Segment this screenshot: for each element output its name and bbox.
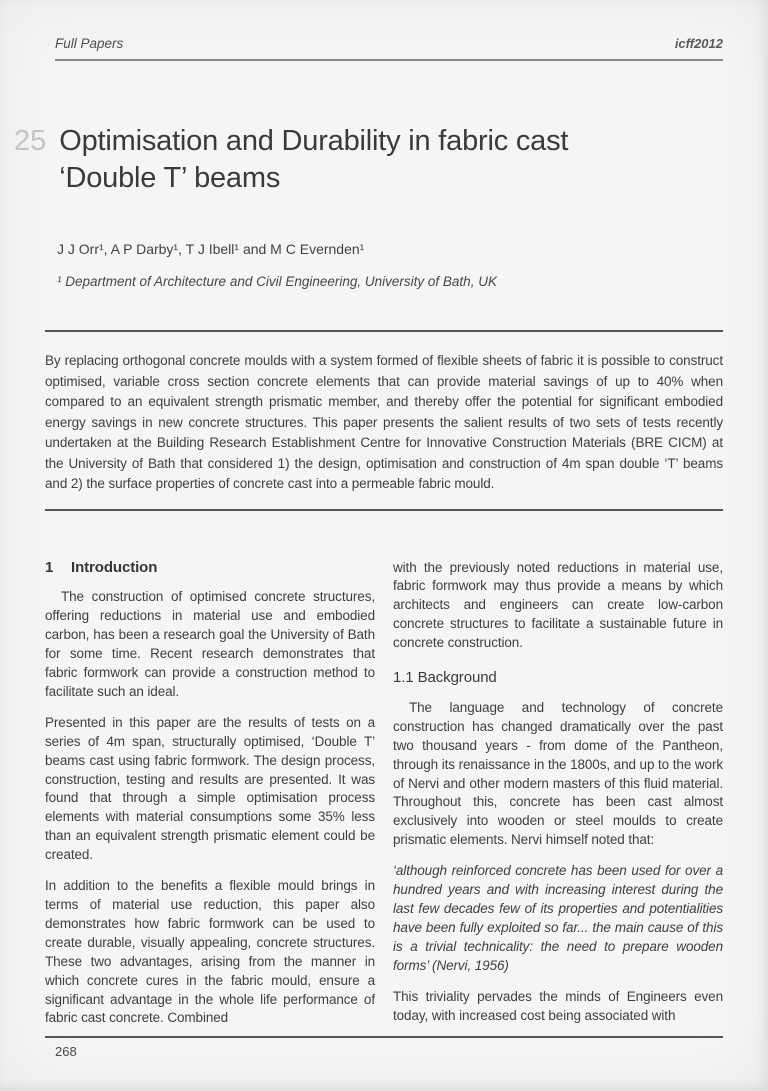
section-heading-background: 1.1 Background	[393, 669, 497, 687]
page-title-line1: Optimisation and Durability in fabric cast	[59, 125, 569, 157]
content-columns	[45, 559, 723, 1041]
article-number: 25	[14, 125, 47, 157]
background-paragraph: The language and technology of concrete construction has changed dramatically over the past two thousand years - from dome of the Pantheon, through its renaissance in the 1800s, and up to the work of Nervi and other modern masters of this fluid material. Throughout this, concrete has been cast almost exclusively into wooden or steel moulds to create prismatic elements. Nervi himself noted that:	[393, 699, 723, 848]
page-header	[55, 36, 723, 61]
intro-paragraph-3: In addition to the benefits a flexible mould brings in terms of material use reduction, this paper also demonstrates how fabric formwork can be used to create durable, visually appealing, concrete structures. These two advantages, arising from the manner in which concrete cures in the fabric mould, ensure a significant advantage in the whole life performance of fabric cast concrete. Combined	[45, 878, 375, 1026]
page-footer	[45, 1036, 723, 1059]
continuation-paragraph: with the previously noted reductions in material use, fabric formwork may thus provide a means by which architects and engineers can create low-carbon concrete structures to facilitate a sustainable future in concrete construction.	[393, 559, 723, 651]
divider-rule-bottom	[45, 509, 723, 511]
intro-paragraph-2: Presented in this paper are the results of tests on a series of 4m span, structurally optimised, ‘Double T’ beams cast using fabric formwork. The design process, construction, testing and results are presented. It was found that through a simple optimisation process elements with material consumptions some 35% less than an equivalent strength prismatic element could be created.	[45, 714, 375, 863]
intro-paragraph-1: The construction of optimised concrete structures, offering reductions in material use and embodied carbon, has been a research goal the University of Bath for some time. Recent research demonstrates that fabric formwork can provide a construction method to facilitate such an ideal.	[45, 589, 375, 699]
abstract-paragraph: By replacing orthogonal concrete moulds with a system formed of flexible sheets of fabric it is possible to construct optimised, variable cross section concrete elements that can provide material savings of up to 40% when compared to an equivalent strength prismatic member, and thereby offer the potential for significant embodied energy savings in new concrete structures. This paper presents the salient results of two sets of tests recently undertaken at the Building Research Establishment Centre for Innovative Construction Materials (BRE CICM) at the University of Bath that considered 1) the design, optimisation and construction of 4m span double ‘T’ beams and 2) the surface properties of concrete cast into a permeable fabric mould.	[45, 353, 723, 491]
header-conference-label: icff2012	[674, 36, 723, 51]
page-title-line2: ‘Double T’ beams	[59, 162, 281, 194]
nervi-quote: ‘although reinforced concrete has been used for over a hundred years and with increasing interest during the last few decades few of its properties and potentialities have been fully exploited so far... the main cause of this is a trivial technicality: the need to prepare wooden forms’ (Nervi, 1956)	[393, 863, 723, 973]
affiliation-line: ¹ Department of Architecture and Civil Engineering, University of Bath, UK	[57, 274, 497, 289]
authors-line: J J Orr¹, A P Darby¹, T J Ibell¹ and M C Evernden¹	[57, 241, 365, 257]
header-section-label: Full Papers	[55, 36, 124, 51]
page-title	[59, 123, 568, 197]
section-number: 1	[45, 558, 54, 576]
left-column	[45, 559, 375, 1041]
section-label: Introduction	[71, 558, 158, 576]
page-number: 268	[55, 1044, 77, 1059]
divider-rule-top	[45, 330, 723, 332]
right-column	[393, 559, 723, 1041]
section-heading-introduction	[45, 559, 375, 578]
title-block	[14, 123, 723, 197]
closing-paragraph: This triviality pervades the minds of Engineers even today, with increased cost being associated with	[393, 988, 723, 1023]
